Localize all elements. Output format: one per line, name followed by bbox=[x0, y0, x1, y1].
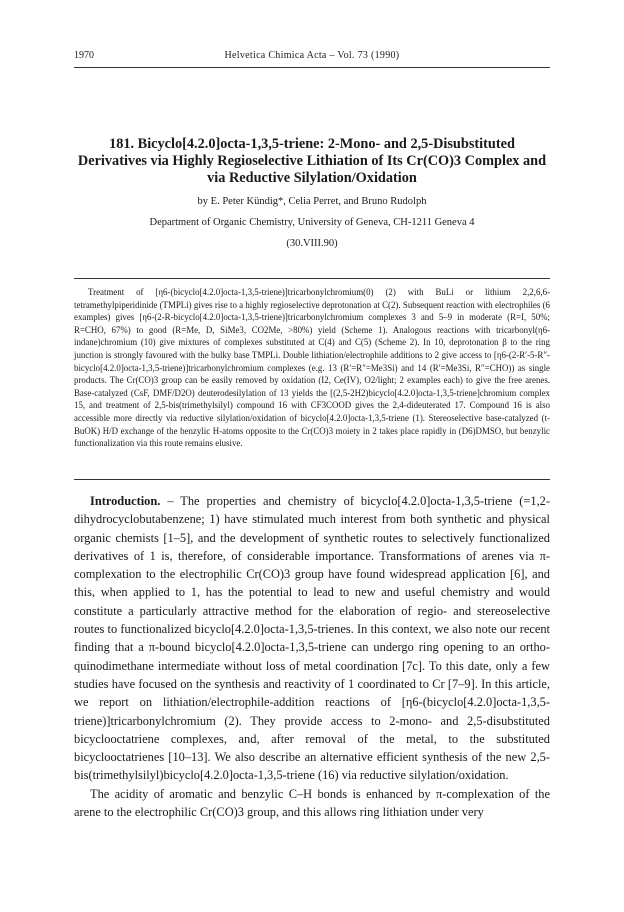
abstract-bottom-rule bbox=[74, 479, 550, 480]
abstract-top-rule bbox=[74, 278, 550, 279]
affiliation: Department of Organic Chemistry, University of Geneva, CH-1211 Geneva 4 bbox=[149, 217, 475, 228]
running-header bbox=[74, 50, 550, 66]
article-title bbox=[60, 136, 564, 187]
page-number: 1970 bbox=[74, 50, 94, 61]
article-body bbox=[74, 492, 550, 821]
header-rule bbox=[74, 67, 550, 68]
journal-title: Helvetica Chimica Acta – Vol. 73 (1990) bbox=[224, 50, 400, 61]
section-heading: Introduction. bbox=[90, 494, 161, 508]
author-list: by E. Peter Kündig*, Celia Perret, and Bruno Rudolph bbox=[197, 196, 427, 207]
received-date: (30.VIII.90) bbox=[286, 238, 338, 249]
title-line-3: via Reductive Silylation/Oxidation bbox=[207, 170, 417, 186]
title-line-2: Derivatives via Highly Regioselective Lithiation of Its Cr(CO)3 Complex and bbox=[77, 153, 547, 169]
paragraph-text: – The properties and chemistry of bicyclo[4.2.0]octa-1,3,5-triene (=1,2-dihydrocyclobutabenzene; 1) have stimulated much interest from both synthetic and physical organic chemists [1–5], and the development of synthetic routes to selectively functionalized derivatives of 1 is, therefore, of considerable importance. Transformations of arenes via π-complexation to the electrophilic Cr(CO)3 group have found widespread application [6], and this, when applied to 1, has the potential to lead to new and useful chemistry and would constitute a particularly attractive method for the elaboration of regio- and stereoselective routes to functionalized bicyclo[4.2.0]octa-1,3,5-trienes. In this context, we also note our recent finding that a π-bound bicyclo[4.2.0]octa-1,3,5-triene can undergo ring opening to an ortho-quinodimethane intermediate without loss of metal coordination [7c]. To this date, only a few studies have focused on the synthesis and reactivity of 1 coordinated to Cr [7–9]. In this article, we report on lithiation/electrophile-addition reactions of [η6-(bicyclo[4.2.0]octa-1,3,5-triene)]tricarbonylchromium (2). They provide access to 2-mono- and 2,5-disubstituted bicyclooctatriene complexes, and, after removal of the metal, to the substituted bicyclooctatrienes [10–13]. We also describe an alternative efficient synthesis of the new 2,5-bis(trimethylsilyl)bicyclo[4.2.0]octa-1,3,5-triene (16) via reductive silylation/oxidation. bbox=[74, 494, 550, 783]
abstract-text: Treatment of [η6-(bicyclo[4.2.0]octa-1,3,5-triene)]tricarbonylchromium(0) (2) with BuLi or lithium 2,2,6,6-tetramethylpiperidinide (TMPLi) gives rise to a highly regioselective deprotonation at C(2). Subsequent reaction with electrophiles (6 examples) gives [η6-(2-R-bicyclo[4.2.0]octa-1,3,5-triene)]tricarbonylchromium complexes 3 and 5–9 in moderate (R=I, 50%; R=CHO, 67%) to good (R=Me, D, SiMe3, CO2Me, >80%) yield (Scheme 1). Analogous reactions with tricarbonyl(η6-indane)chromium (10) give mixtures of complexes substituted at C(4) and C(5) (Scheme 2). In 10, deprotonation β to the ring junction is strongly favoured with the bulky base TMPLi. Double lithiation/electrophile additions to 2 give access to [η6-(2-R′-5-R″-bicyclo[4.2.0]octa-1,3,5-triene)]tricarbonylchromium complexes (e.g. 13 (R′=R″=Me3Si) and 14 (R′=Me3Si, R″=CHO)) as single products. The Cr(CO)3 group can be easily removed by oxidation (I2, Ce(IV), O2/light; 2 examples each) to give the free arenes. Base-catalyzed (CsF, DMF/D2O) deuterodesilylation of 13 yields the [(2,5-2H2)bicyclo[4.2.0]octa-1,3,5-triene]chromium complex 15, and treatment of 2,5-bis(trimethylsilyl) compound 16 with CF3COOD gives the 2,4-dideuterated 17. Compound 16 is also accessible more directly via reductive silylation/oxidation of bicyclo[4.2.0]octa-1,3,5-triene (1). Stereoselective base-catalyzed (t-BuOK) H/D exchange of the benzylic H-atoms opposite to the Cr(CO)3 moiety in 2 takes place rapidly in (D6)DMSO, but benzylic functionalization via this route remains elusive. bbox=[74, 287, 550, 449]
body-paragraph: The acidity of aromatic and benzylic C–H bonds is enhanced by π-complexation of the arene to the electrophilic Cr(CO)3 group, and this allows ring lithiation under very bbox=[74, 786, 550, 820]
title-line-1: 181. Bicyclo[4.2.0]octa-1,3,5-triene: 2-Mono- and 2,5-Disubstituted bbox=[109, 136, 515, 152]
intro-paragraph bbox=[74, 492, 550, 785]
